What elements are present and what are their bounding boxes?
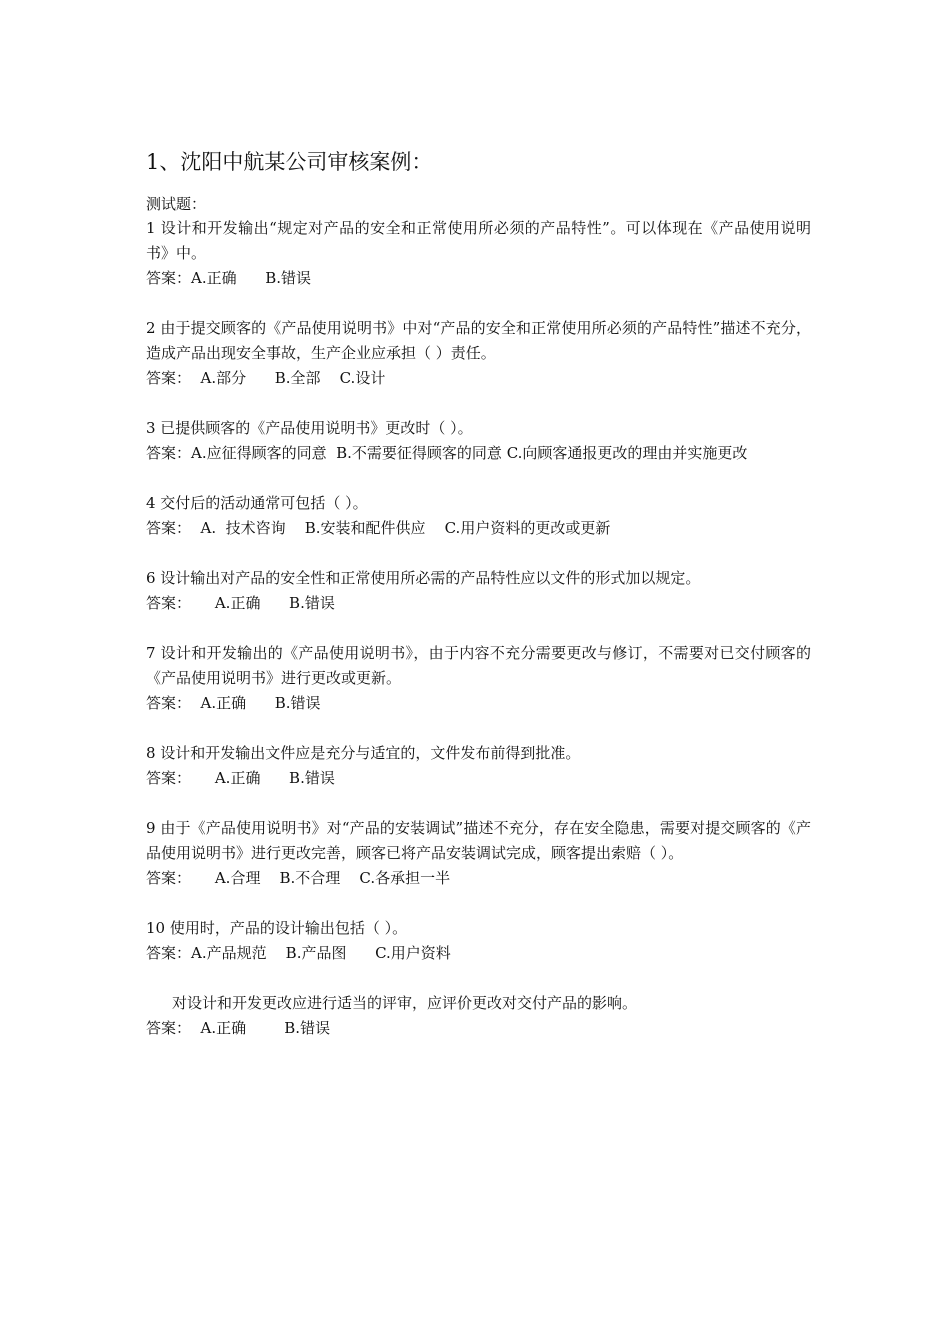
answer-options: 答案： A. 技术咨询 B.安装和配件供应 C.用户资料的更改或更新 <box>146 519 611 537</box>
question-text: 对设计和开发更改应进行适当的评审，应评价更改对交付产品的影响。 <box>172 994 638 1012</box>
question-7 <box>146 641 811 716</box>
question-text: 7 设计和开发输出的《产品使用说明书》，由于内容不充分需要更改与修订，不需要对已交付顾客的《产品使用说明书》进行更改或更新。 <box>146 644 811 687</box>
question-10 <box>146 916 811 966</box>
question-1 <box>146 216 811 291</box>
quiz-intro: 测试题： <box>146 195 207 213</box>
question-4 <box>146 491 811 541</box>
question-text: 9 由于《产品使用说明书》对“产品的安装调试”描述不充分，存在安全隐患，需要对提交顾客的《产品使用说明书》进行更改完善，顾客已将产品安装调试完成，顾客提出索赔（ ）。 <box>146 819 811 862</box>
answer-options: 答案： A.合理 B.不合理 C.各承担一半 <box>146 869 451 887</box>
question-final <box>146 991 811 1041</box>
answer-options: 答案： A.正确 B.错误 <box>146 594 335 612</box>
question-text: 2 由于提交顾客的《产品使用说明书》中对“产品的安全和正常使用所必须的产品特性”描述不充分，造成产品出现安全事故，生产企业应承担（ ）责任。 <box>146 319 811 362</box>
answer-options: 答案：A.应征得顾客的同意 B.不需要征得顾客的同意 C.向顾客通报更改的理由并实施更改 <box>146 444 748 462</box>
question-text: 10 使用时，产品的设计输出包括（ ）。 <box>146 919 408 937</box>
question-text: 6 设计输出对产品的安全性和正常使用所必需的产品特性应以文件的形式加以规定。 <box>146 569 701 587</box>
question-6 <box>146 566 811 616</box>
answer-options: 答案： A.正确 B.错误 <box>146 769 335 787</box>
question-3 <box>146 416 811 466</box>
question-text: 3 已提供顾客的《产品使用说明书》更改时（ ）。 <box>146 419 473 437</box>
question-9 <box>146 816 811 891</box>
question-8 <box>146 741 811 791</box>
question-text: 8 设计和开发输出文件应是充分与适宜的，文件发布前得到批准。 <box>146 744 581 762</box>
answer-options: 答案：A.产品规范 B.产品图 C.用户资料 <box>146 944 451 962</box>
question-list <box>146 216 811 1066</box>
answer-options: 答案：A.正确 B.错误 <box>146 269 312 287</box>
question-text: 1 设计和开发输出“规定对产品的安全和正常使用所必须的产品特性”。可以体现在《产品使用说明书》中。 <box>146 219 811 262</box>
answer-options: 答案： A.正确 B.错误 <box>146 694 321 712</box>
answer-options: 答案： A.正确 B.错误 <box>146 1019 331 1037</box>
document-title: 1、沈阳中航某公司审核案例： <box>146 150 433 174</box>
question-2 <box>146 316 811 391</box>
question-text: 4 交付后的活动通常可包括（ ）。 <box>146 494 368 512</box>
answer-options: 答案： A.部分 B.全部 C.设计 <box>146 369 386 387</box>
